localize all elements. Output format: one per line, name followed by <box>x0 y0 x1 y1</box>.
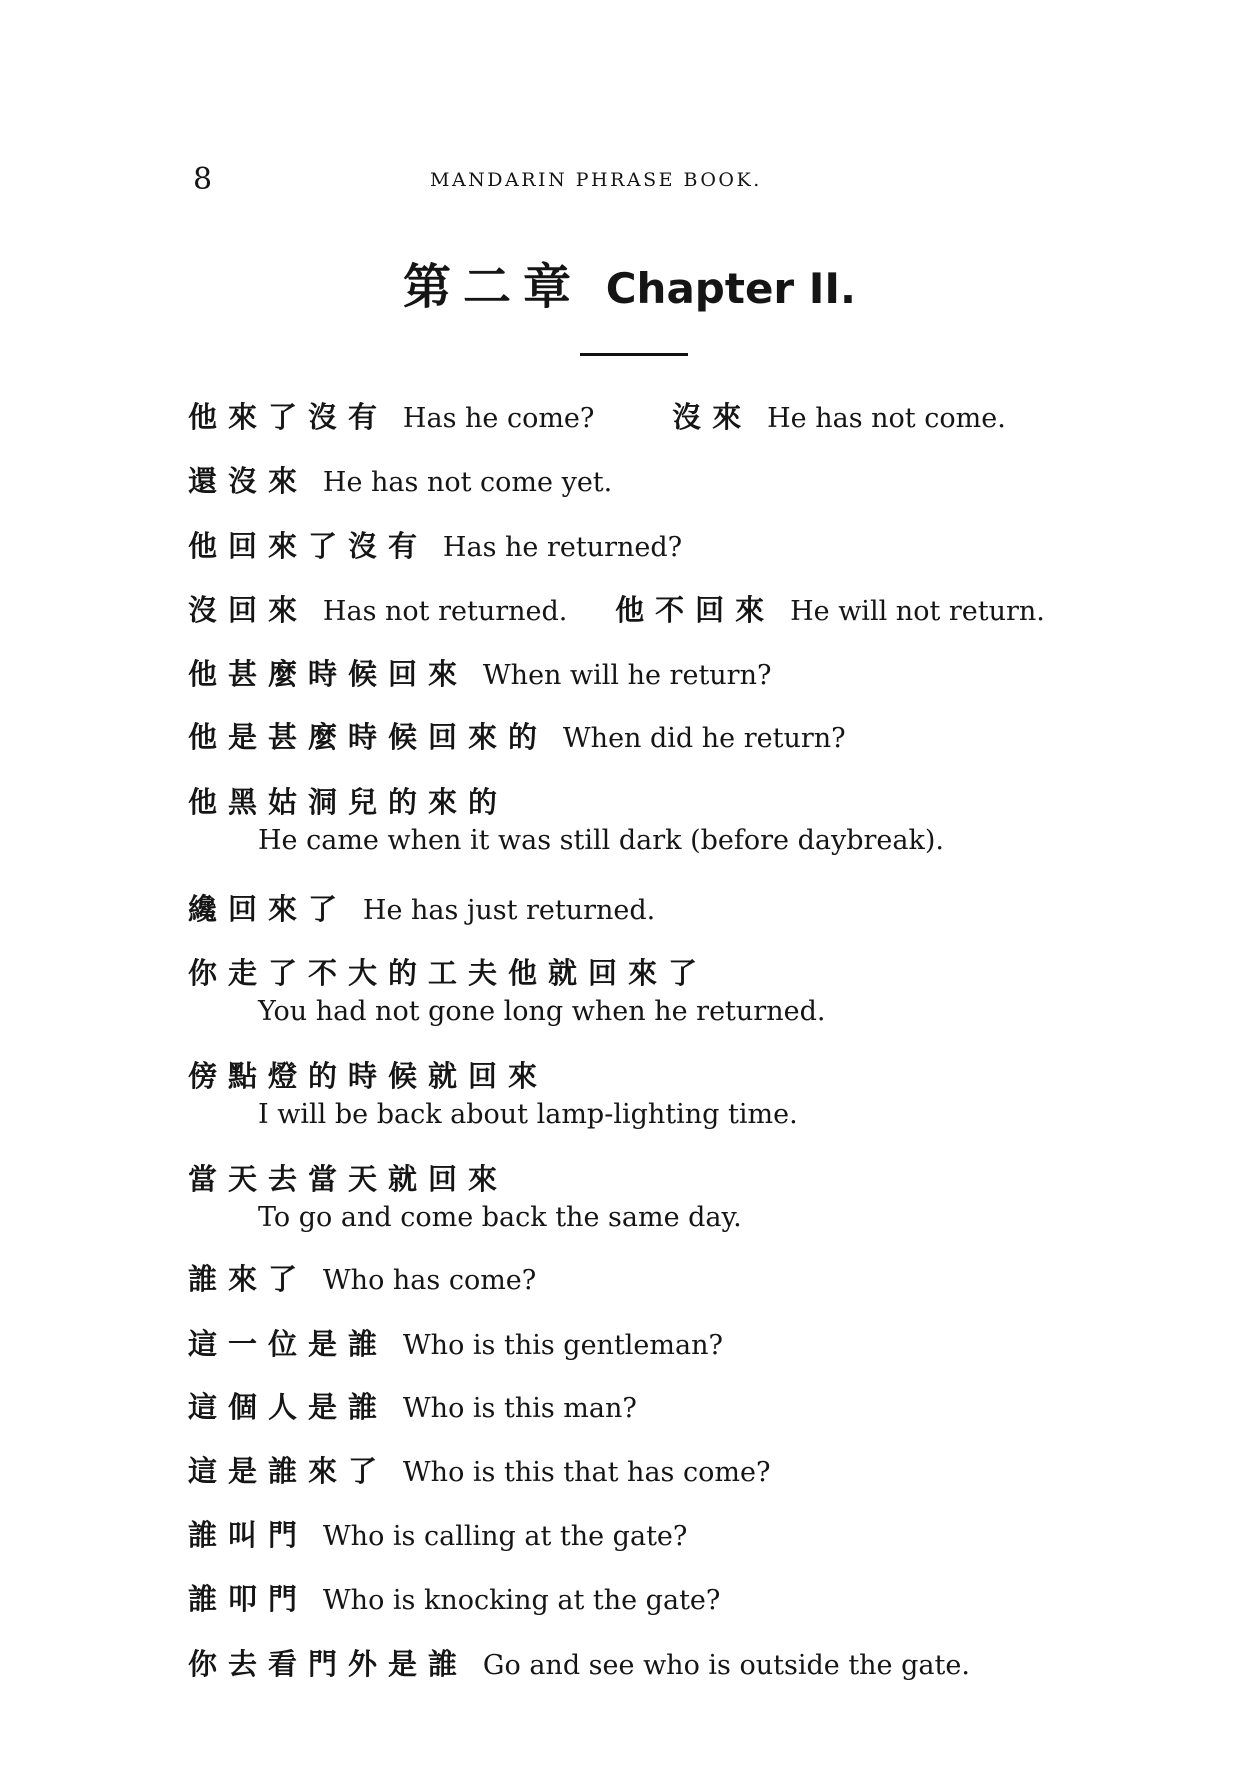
phrase-english-second: He has not come. <box>767 403 1006 434</box>
phrase-chinese: 他來了沒有 <box>188 400 389 434</box>
phrase-english: You had not gone long when he returned. <box>258 996 826 1027</box>
phrase-english: Go and see who is outside the gate. <box>482 1650 970 1681</box>
phrase-entry <box>188 1054 1188 1138</box>
phrase-chinese: 這是誰來了 <box>188 1454 389 1488</box>
phrase-english: I will be back about lamp-lighting time. <box>258 1099 798 1130</box>
phrase-chinese: 沒回來 <box>188 593 309 627</box>
phrase-english: Has he returned? <box>442 532 683 563</box>
running-head <box>0 160 1259 200</box>
phrase-english: Has not returned. <box>322 596 568 627</box>
phrase-english: Has he come? <box>402 403 595 434</box>
phrase-english: When did he return? <box>562 723 846 754</box>
phrase-chinese: 他黑姑洞兒的來的 <box>188 785 509 819</box>
phrase-chinese: 誰叩門 <box>188 1582 309 1616</box>
phrase-english-second: He will not return. <box>790 596 1045 627</box>
phrase-chinese: 你走了不大的工夫他就回來了 <box>188 956 709 990</box>
phrase-chinese: 傍點燈的時候就回來 <box>188 1059 549 1093</box>
phrase-entry <box>188 1513 1188 1557</box>
phrase-entry <box>188 1157 1188 1241</box>
running-title: MANDARIN PHRASE BOOK. <box>430 169 762 191</box>
phrase-english: When will he return? <box>482 660 772 691</box>
phrase-english: Who is this that has come? <box>402 1457 771 1488</box>
phrase-entry <box>188 1257 1188 1301</box>
phrase-chinese: 他甚麼時候回來 <box>188 657 469 691</box>
phrase-entry <box>188 1385 1188 1429</box>
phrase-entry <box>188 524 1188 568</box>
phrase-entry <box>188 715 1188 759</box>
phrase-english: Who is calling at the gate? <box>322 1521 688 1552</box>
phrase-entry <box>188 1322 1188 1366</box>
phrase-english: He came when it was still dark (before daybreak). <box>258 825 944 856</box>
chapter-rule <box>580 353 688 356</box>
phrase-chinese: 誰叫門 <box>188 1518 309 1552</box>
chapter-heading-english: Chapter II. <box>605 264 856 313</box>
phrase-english: He has just returned. <box>362 895 656 926</box>
chapter-heading-chinese: 第二章 <box>403 259 584 315</box>
phrase-entry <box>188 780 1188 864</box>
phrase-english: He has not come yet. <box>322 467 613 498</box>
phrase-entry <box>188 459 1188 503</box>
phrase-chinese-second: 他不回來 <box>615 593 776 627</box>
phrase-chinese: 纔回來了 <box>188 892 349 926</box>
phrase-english: Who has come? <box>322 1265 537 1296</box>
phrase-entry <box>188 652 1188 696</box>
page-number: 8 <box>193 162 213 197</box>
phrase-entry <box>188 1449 1188 1493</box>
phrase-chinese: 這個人是誰 <box>188 1390 389 1424</box>
phrase-chinese: 他回來了沒有 <box>188 529 429 563</box>
phrase-entry <box>188 951 1188 1035</box>
phrase-english: Who is knocking at the gate? <box>322 1585 721 1616</box>
phrase-entry <box>188 1642 1188 1686</box>
phrase-chinese: 這一位是誰 <box>188 1327 389 1361</box>
phrase-entry <box>188 887 1188 931</box>
phrase-entry <box>188 588 1188 632</box>
phrase-chinese: 當天去當天就回來 <box>188 1162 509 1196</box>
phrase-chinese: 你去看門外是誰 <box>188 1647 469 1681</box>
phrase-chinese: 還沒來 <box>188 464 309 498</box>
phrase-chinese: 誰來了 <box>188 1262 309 1296</box>
phrase-english: Who is this gentleman? <box>402 1330 723 1361</box>
phrase-english: To go and come back the same day. <box>258 1202 742 1233</box>
chapter-heading <box>0 255 1259 321</box>
phrase-entry <box>188 395 1188 439</box>
phrase-english: Who is this man? <box>402 1393 637 1424</box>
phrase-chinese-second: 沒來 <box>672 400 753 434</box>
phrase-chinese: 他是甚麼時候回來的 <box>188 720 549 754</box>
phrase-entry <box>188 1577 1188 1621</box>
